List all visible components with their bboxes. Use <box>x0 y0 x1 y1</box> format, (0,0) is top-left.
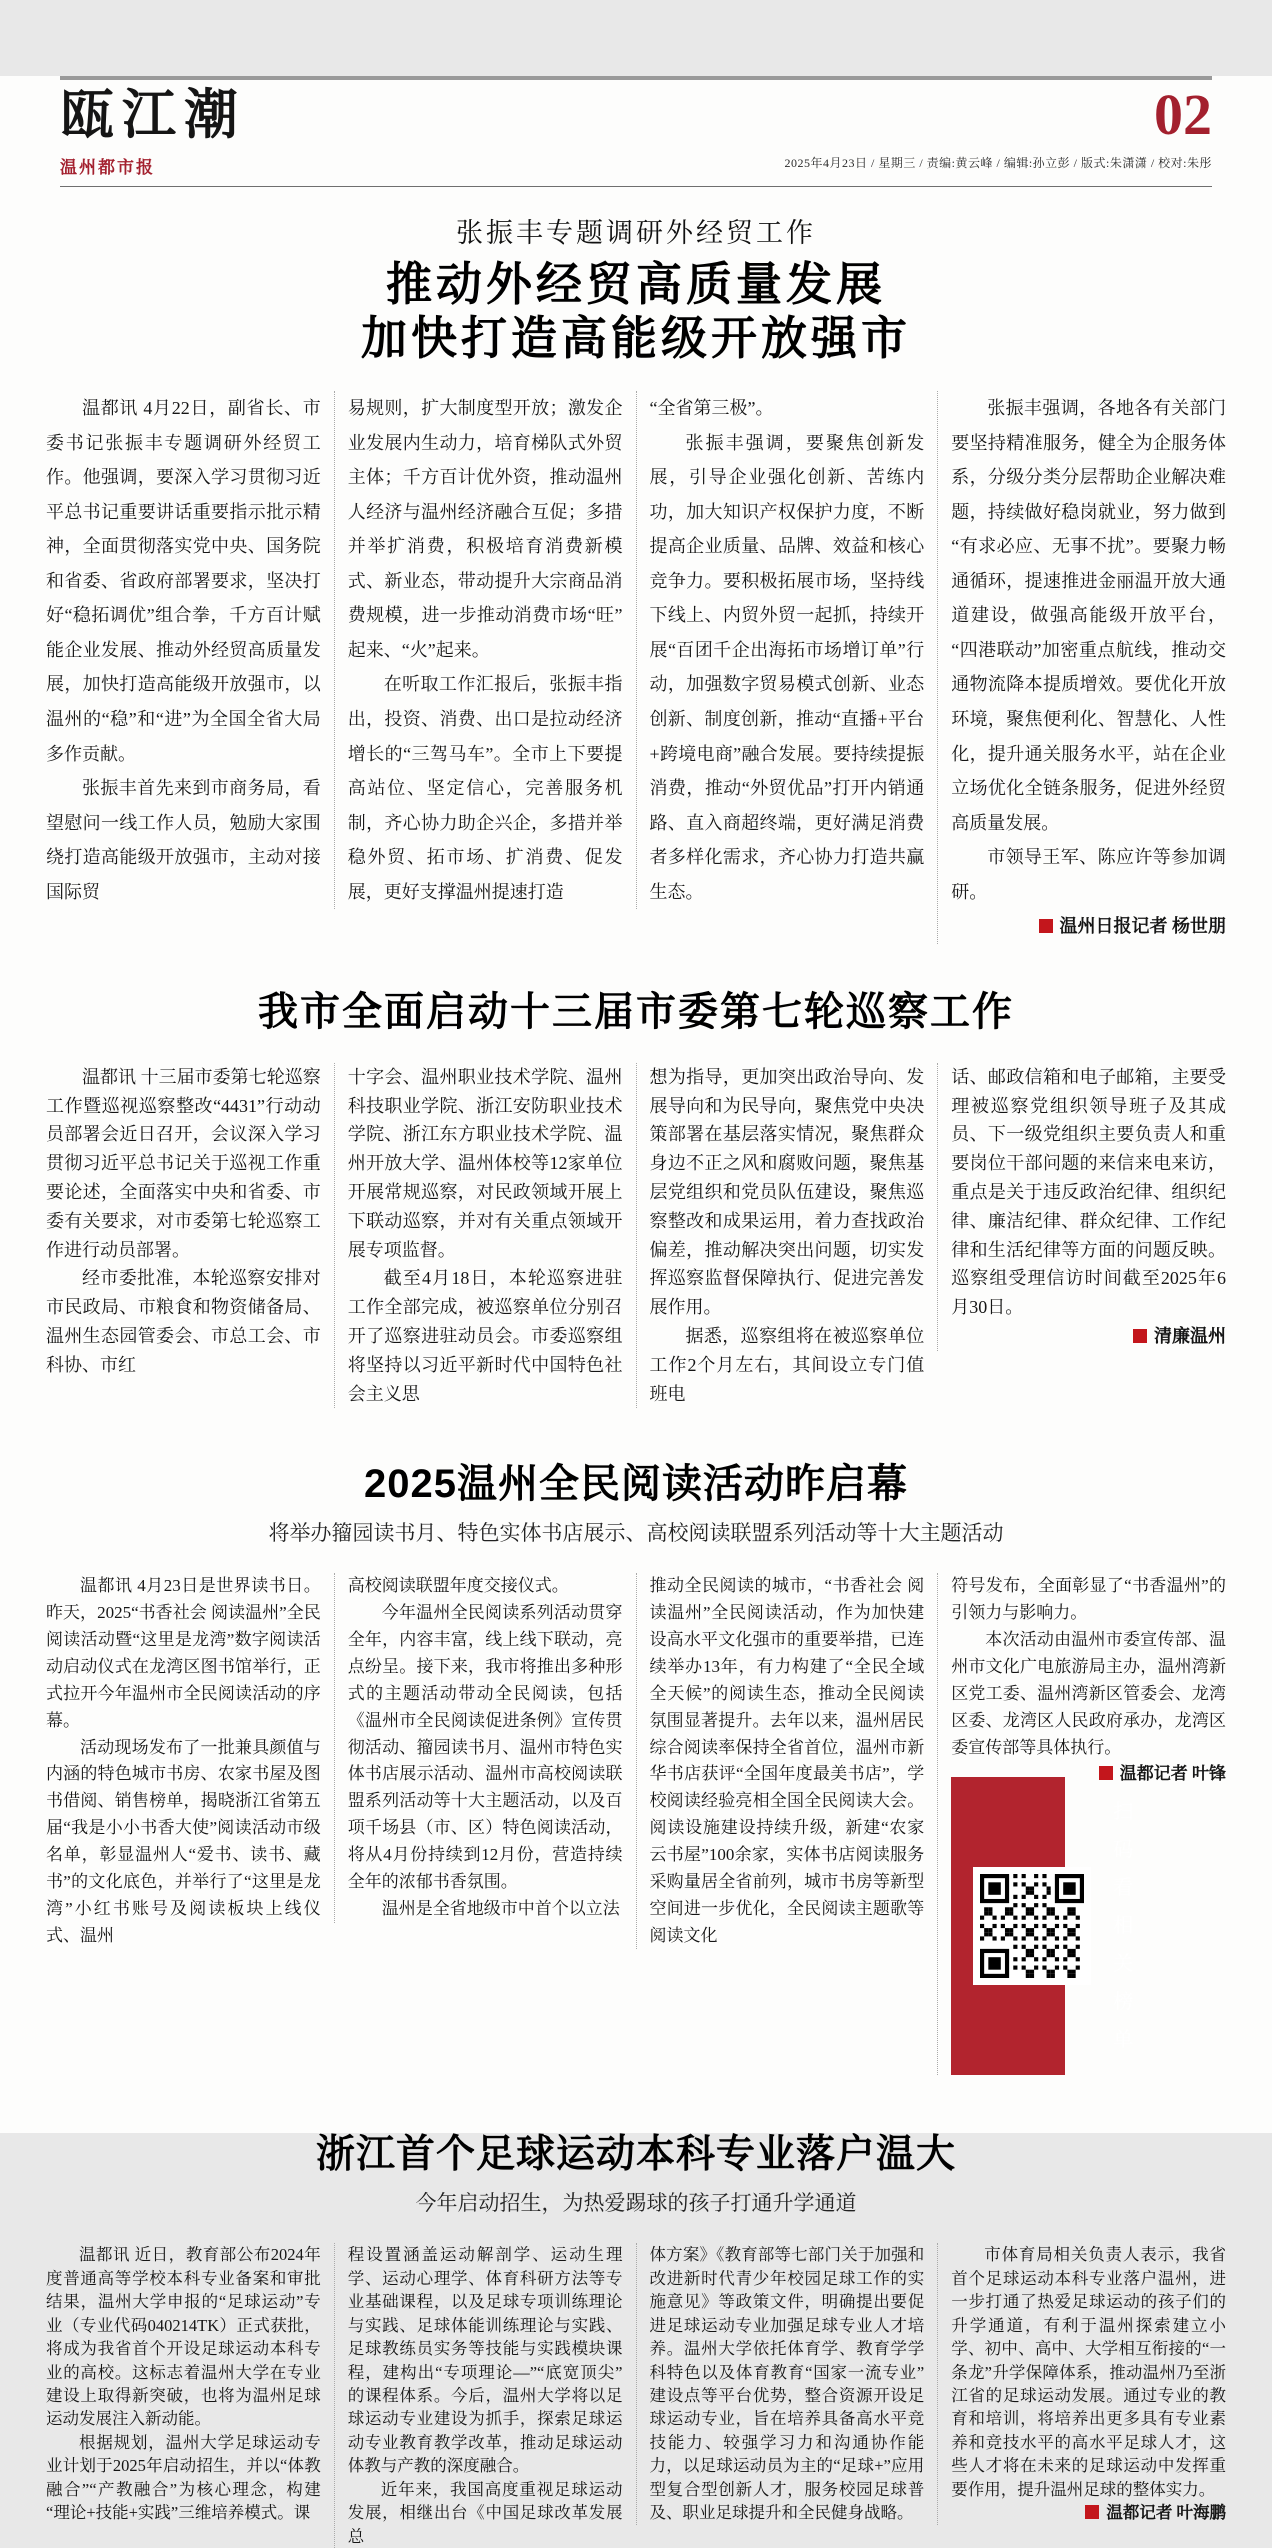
paragraph: 温都讯 十三届市委第七轮巡察工作暨巡视巡察整改“4431”行动动员部署会近日召开，会议深入学习贯彻习近平总书记关于巡视工作重要论述，全面落实中央和省委、市委有关要求，对市委第七轮巡察工作进行动员部署。 <box>46 1066 321 1260</box>
paragraph: 活动现场发布了一批兼具颜值与内涵的特色城市书房、农家书屋及图书借阅、销售榜单，揭晓浙江省第五届“我是小小书香大使”阅读活动市级名单，彰显温州人“爱书、读书、藏书”的文化底色，并举行了“这里是龙湾”小红书账号及阅读板块上线仪式、温州 <box>46 1737 321 1945</box>
paragraph: 本次活动由温州市委宣传部、温州市文化广电旅游局主办，温州湾新区党工委、温州湾新区管委会、龙湾区委、龙湾区人民政府承办，龙湾区委宣传部等具体执行。 温都记者 叶锋 <box>951 1627 1226 1761</box>
article-4-columns-col1 <box>44 2243 334 2524</box>
paragraph: 据悉，巡察组将在被巡察单位工作2个月左右，其间设立专门值班电 <box>649 1326 925 1404</box>
article-3-headline: 2025温州全民阅读活动昨启幕 <box>364 1462 908 1507</box>
article-3-subtitle: 将举办籀园读书月、特色实体书店展示、高校阅读联盟系列活动等十大主题活动 <box>268 1521 1004 1546</box>
credit-square-icon <box>1133 1329 1147 1343</box>
article-3-columns <box>44 1573 1228 2075</box>
article-2-headline: 我市全面启动十三届市委第七轮巡察工作 <box>258 989 1014 1034</box>
article-1-columns <box>44 391 1228 944</box>
article-1-columns-col3 <box>636 391 938 909</box>
article-3-columns-col4 <box>937 1573 1228 2075</box>
paper-name: 温州都市报 <box>60 158 155 178</box>
qr-caption <box>1113 1793 1134 2059</box>
masthead-rule <box>60 76 1212 80</box>
paragraph: 高校阅读联盟年度交接仪式。 <box>347 1576 569 1596</box>
article-3-columns-col3 <box>636 1573 938 1949</box>
article-2-columns-col2 <box>334 1063 636 1409</box>
date-line: 2025年4月23日 / 星期三 / 责编:黄云峰 / 编辑:孙立彭 / 版式:朱潇潇 / 校对:朱彤 <box>784 156 1212 170</box>
article-2-columns-col1 <box>44 1063 334 1380</box>
paragraph: 近年来，我国高度重视足球运动发展，相继出台《中国足球改革发展总 <box>347 2479 623 2546</box>
article-reading-festival <box>44 1452 1228 2075</box>
qr-caption-line: 相关榜单 <box>1113 1915 1135 2052</box>
paragraph: 张振丰强调，各地各有关部门要坚持精准服务，健全为企服务体系，分级分类分层帮助企业解决难题，持续做好稳岗就业，努力做到“有求必应、无事不扰”。要聚力畅通循环，提速推进金丽温开放大通道建设，做强高能级开放平台，“四港联动”加密重点航线，推动交通物流降本提质增效。要优化开放环境，聚焦便利化、智慧化、人性化，提升通关服务水平，站在企业立场优化全链条服务，促进外经贸高质量发展。 <box>951 398 1226 833</box>
paragraph: 程设置涵盖运动解剖学、运动生理学、运动心理学、体育科研方法等专业基础课程，以及足球专项训练理论与实践、足球体能训练理论与实践、足球教练员实务等技能与实践模块课程，建构出“专项理论—”“底宽顶尖”的课程体系。今后，温州大学将以足球运动专业建设为抓手，探索足球运动专业教育教学改革，推动足球运动体教与产教的深度融合。 <box>347 2245 623 2476</box>
newspaper-page <box>0 76 1272 2546</box>
article-1-columns-col2 <box>334 391 636 909</box>
paragraph: 体方案》《教育部等七部门关于加强和改进新时代青少年校园足球工作的实施意见》等政策文件，明确提出要促进足球运动专业加强足球专业人才培养。温州大学依托体育学、教育学学科特色以及体育教育“国家一流专业”建设点等平台优势，整合资源开设足球运动专业，旨在培养具备高水平竞技能力、较强学习力和沟通协作能力，以足球运动员为主的“足球+”应用型复合型创新人才，服务校园足球普及、职业足球提升和全民健身战略。 <box>649 2245 925 2523</box>
credit-text: 温州日报记者 杨世朋 <box>1059 916 1226 937</box>
reporter-credit <box>951 2501 1226 2524</box>
qr-panel <box>951 1777 1135 2075</box>
paragraph: 温都讯 4月22日，副省长、市委书记张振丰专题调研外经贸工作。他强调，要深入学习贯彻习近平总书记重要讲话重要指示批示精神，全面贯彻落实党中央、国务院和省委、省政府部署要求，坚决打好“稳拓调优”组合拳，千方百计赋能企业发展、推动外经贸高质量发展，加快打造高能级开放强市，以温州的“稳”和“进”为全国全省大局多作贡献。 <box>46 398 321 764</box>
paragraph: 截至4月18日，本轮巡察进驻工作全部完成，被巡察单位分别召开了巡察进驻动员会。市委巡察组将坚持以习近平新时代中国特色社会主义思 <box>347 1268 623 1404</box>
qr-code <box>973 1867 1091 1985</box>
article-3-columns-col2 <box>334 1573 636 1922</box>
credit-text: 温都记者 叶海鹏 <box>1106 2503 1226 2523</box>
article-2-columns-col4 <box>937 1063 1228 1351</box>
paragraph: 温都讯 近日，教育部公布2024年度普通高等学校本科专业备案和审批结果，温州大学申报的“足球运动”专业（专业代码040214TK）正式获批，将成为我省首个开设足球运动本科专业的高校。这标志着温州大学在专业建设上取得新突破，也将为温州足球运动发展注入新动能。 <box>46 2245 321 2429</box>
paragraph: “全省第三极”。 <box>649 398 774 419</box>
article-1-kicker: 张振丰专题调研外经贸工作 <box>456 218 816 249</box>
paragraph: 想为指导，更加突出政治导向、发展导向和为民导向，聚焦党中央决策部署在基层落实情况，聚焦群众身边不正之风和腐败问题，聚焦基层党组织和党员队伍建设，聚焦巡察整改和成果运用，着力查找政治偏差，推动解决突出问题，切实发挥巡察监督保障执行、促进完善发展作用。 <box>649 1066 925 1318</box>
article-football-major <box>44 2123 1228 2547</box>
article-1-columns-col1 <box>44 391 334 909</box>
masthead-left <box>60 86 246 178</box>
section-title: 瓯江潮 <box>60 85 246 145</box>
paragraph: 在听取工作汇报后，张振丰指出，投资、消费、出口是拉动经济增长的“三驾马车”。全市上下要提高站位、坚定信心，完善服务机制，齐心协力助企兴企，多措并举稳外贸、拓市场、扩消费、促发展，更好支撑温州提速打造 <box>347 674 623 902</box>
article-4-subtitle: 今年启动招生，为热爱踢球的孩子打通升学通道 <box>415 2191 857 2216</box>
paragraph: 根据规划，温州大学足球运动专业计划于2025年启动招生，并以“体教融合”“产教融合”为核心理念，构建“理论+技能+实践”三维培养模式。课 <box>46 2432 321 2523</box>
paragraph: 话、邮政信箱和电子邮箱，主要受理被巡察党组织领导班子及其成员、下一级党组织主要负责人和重要岗位干部问题的来信来电来访，重点是关于违反政治纪律、组织纪律、廉洁纪律、群众纪律、工作纪律和生活纪律等方面的问题反映。巡察组受理信访时间截至2025年6月30日。 <box>951 1066 1226 1318</box>
article-4-columns-col4 <box>937 2243 1228 2524</box>
article-4-headline: 浙江首个足球运动本科专业落户温大 <box>315 2133 956 2177</box>
masthead-right <box>784 82 1212 178</box>
credit-square-icon <box>1085 2505 1099 2519</box>
reporter-credit <box>1065 1761 1226 1788</box>
reporter-credit <box>951 1322 1226 1351</box>
paragraph: 经市委批准，本轮巡察安排对市民政局、市粮食和物资储备局、温州生态园管委会、市总工会、市科协、市红 <box>46 1268 321 1375</box>
article-1-headline-line2: 加快打造高能级开放强市 <box>361 311 911 364</box>
paragraph: 符号发布，全面彰显了“书香温州”的引领力与影响力。 <box>951 1576 1226 1623</box>
article-4-columns-col2 <box>334 2243 636 2547</box>
paragraph: 推动全民阅读的城市，“书香社会 阅读温州”全民阅读活动，作为加快建设高水平文化强市的重要举措，已连续举办13年，有力构建了“全民全域全天候”的阅读生态，推动全民阅读氛围显著提升。去年以来，温州居民综合阅读率保持全省首位，温州市新华书店获评“全国年度最美书店”，学校阅读经验亮相全国全民阅读大会。阅读设施建设持续升级，新建“农家云书屋”100余家，实体书店阅读服务采购量居全省前列，城市书房等新型空间进一步优化，全民阅读主题歌等阅读文化 <box>649 1576 925 1945</box>
article-2-columns <box>44 1063 1228 1409</box>
masthead <box>0 76 1272 187</box>
article-4-columns <box>44 2243 1228 2547</box>
article-1-headline-line1: 推动外经贸高质量发展 <box>386 258 886 311</box>
article-4-columns-col3 <box>636 2243 938 2524</box>
paragraph: 易规则，扩大制度型开放；激发企业发展内生动力，培育梯队式外贸主体；千方百计优外资，推动温州人经济与温州经济融合互促；多措并举扩消费，积极培育消费新模式、新业态，带动提升大宗商品消费规模，进一步推动消费市场“旺”起来、“火”起来。 <box>347 398 623 660</box>
page-number: 02 <box>1154 82 1212 147</box>
paragraph: 张振丰首先来到市商务局，看望慰问一线工作人员，勉励大家围绕打造高能级开放强市，主动对接国际贸 <box>46 778 321 902</box>
paragraph: 市体育局相关负责人表示，我省首个足球运动本科专业落户温州，进一步打通了热爱足球运动的孩子们的升学通道，有利于温州探索建立小学、初中、高中、大学相互衔接的“一条龙”升学保障体系，推动温州乃至浙江省的足球运动发展。通过专业的教育和培训，将培养出更多具有专业素养和竞技水平的高水平足球人才，这些人才将在未来的足球运动中发挥重要作用，提升温州足球的整体实力。 <box>951 2245 1226 2499</box>
article-3-columns-col1 <box>44 1573 334 1949</box>
paragraph: 温都讯 4月23日是世界读书日。昨天，2025“书香社会 阅读温州”全民阅读活动暨“这里是龙湾”数字阅读活动启动仪式在龙湾区图书馆举行，正式拉开今年温州市全民阅读活动的序幕。 <box>46 1576 321 1730</box>
masthead-bottom-rule <box>60 186 1212 187</box>
credit-text: 温都记者 叶锋 <box>1119 1764 1226 1784</box>
credit-text: 清廉温州 <box>1154 1326 1226 1347</box>
reporter-credit <box>951 909 1226 944</box>
credit-square-icon <box>1039 919 1053 933</box>
article-1-columns-col4 <box>937 391 1228 944</box>
qr-caption-line: 扫码看 <box>1113 1801 1135 1900</box>
article-foreign-trade <box>44 211 1228 943</box>
paragraph: 市领导王军、陈应许等参加调研。 <box>951 847 1226 902</box>
article-2-columns-col3 <box>636 1063 938 1409</box>
article-1-headline <box>44 258 1228 365</box>
paragraph: 十字会、温州职业技术学院、温州科技职业学院、浙江安防职业技术学院、浙江东方职业技术学院、温州开放大学、温州体校等12家单位开展常规巡察，对民政领域开展上下联动巡察，并对有关重点领域开展专项监督。 <box>347 1066 623 1260</box>
paragraph: 张振丰强调，要聚焦创新发展，引导企业强化创新、苦练内功，加大知识产权保护力度，不断提高企业质量、品牌、效益和核心竞争力。要积极拓展市场，坚持线下线上、内贸外贸一起抓，持续开展“百团千企出海拓市场增订单”行动，加强数字贸易模式创新、业态创新、制度创新，推动“直播+平台+跨境电商”融合发展。要持续提振消费，推动“外贸优品”打开内销通路、直入商超终端，更好满足消费者多样化需求，齐心协力打造共赢生态。 <box>649 432 925 902</box>
paragraph: 今年温州全民阅读系列活动贯穿全年，内容丰富，线上线下联动，亮点纷呈。接下来，我市将推出多种形式的主题活动带动全民阅读，包括《温州市全民阅读促进条例》宣传贯彻活动、籀园读书月、温州市特色实体书店展示活动、温州市高校阅读联盟系列活动等十大主题活动，以及百项千场县（市、区）特色阅读活动，将从4月份持续到12月份，营造持续全年的浓郁书香氛围。 <box>347 1603 623 1891</box>
credit-square-icon <box>1099 1766 1113 1780</box>
article-inspection <box>44 980 1228 1409</box>
paragraph: 温州是全省地级市中首个以立法 <box>381 1898 620 1918</box>
